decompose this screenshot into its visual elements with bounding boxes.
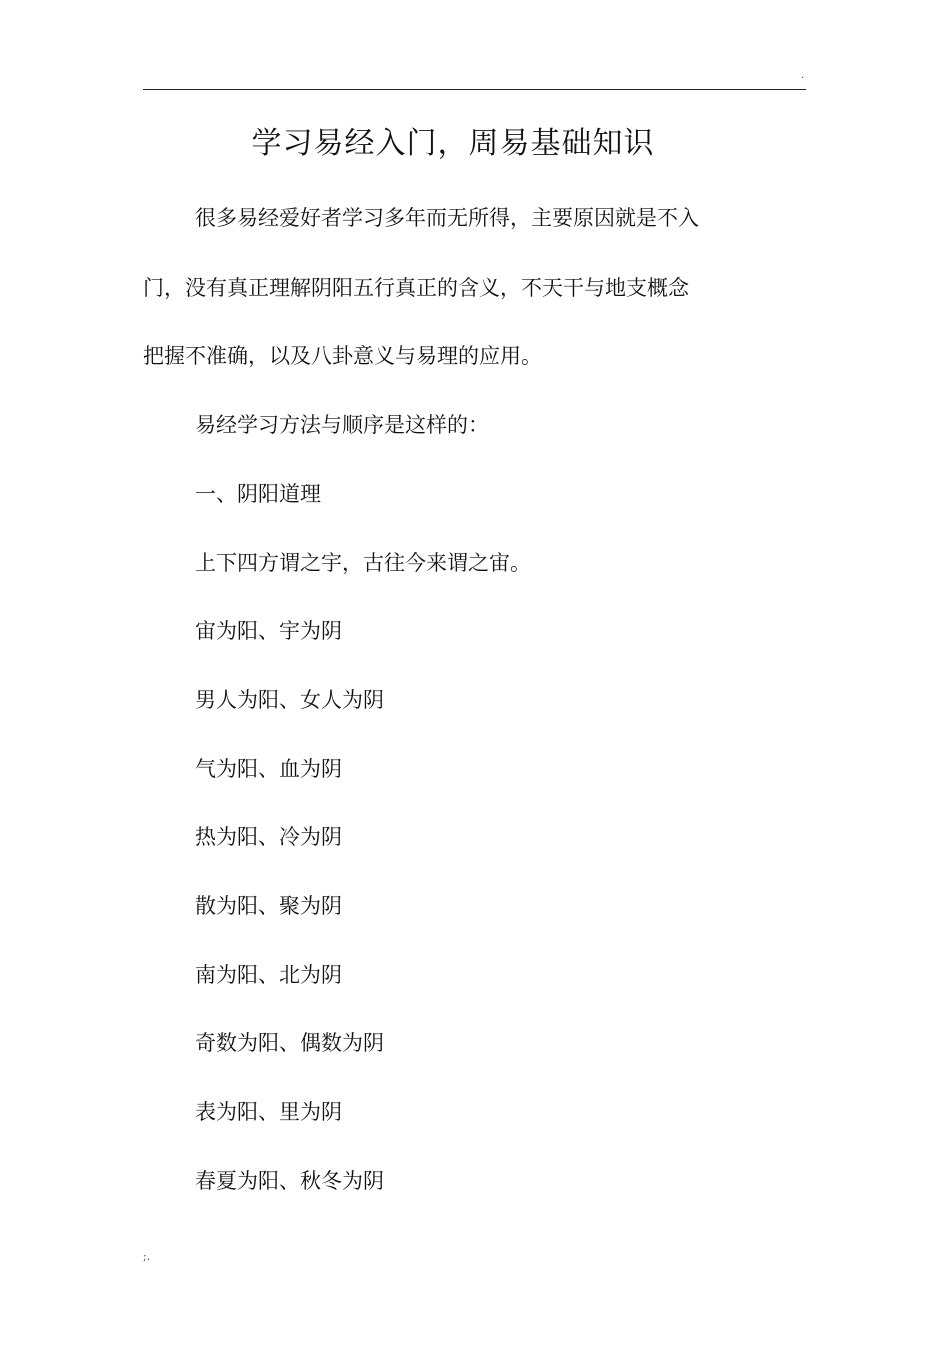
method-line: 易经学习方法与顺序是这样的： bbox=[195, 413, 489, 437]
pair-line: 散为阳、聚为阴 bbox=[195, 894, 342, 918]
pair-line: 气为阳、血为阴 bbox=[195, 757, 342, 781]
intro-line-3: 把握不准确，以及八卦意义与易理的应用。 bbox=[143, 344, 542, 368]
definition-line: 上下四方谓之宇，古往今来谓之宙。 bbox=[195, 551, 531, 575]
pair-line: 男人为阳、女人为阴 bbox=[195, 688, 384, 712]
header-rule bbox=[143, 89, 806, 90]
pair-line: 奇数为阳、偶数为阴 bbox=[195, 1031, 384, 1055]
section-heading: 一、阴阳道理 bbox=[195, 482, 321, 506]
intro-line-2: 门，没有真正理解阴阳五行真正的含义，不天干与地支概念 bbox=[143, 276, 689, 300]
footer-mark: ;. bbox=[143, 1250, 151, 1263]
pair-line: 南为阳、北为阴 bbox=[195, 963, 342, 987]
pair-line: 热为阳、冷为阴 bbox=[195, 825, 342, 849]
pair-line: 宙为阳、宇为阴 bbox=[195, 619, 342, 643]
pair-line: 春夏为阳、秋冬为阴 bbox=[195, 1169, 384, 1193]
page-title: 学习易经入门，周易基础知识 bbox=[251, 126, 655, 161]
pair-line: 表为阳、里为阴 bbox=[195, 1100, 342, 1124]
intro-line-1: 很多易经爱好者学习多年而无所得，主要原因就是不入 bbox=[195, 206, 699, 230]
header-mark: . bbox=[801, 70, 805, 81]
